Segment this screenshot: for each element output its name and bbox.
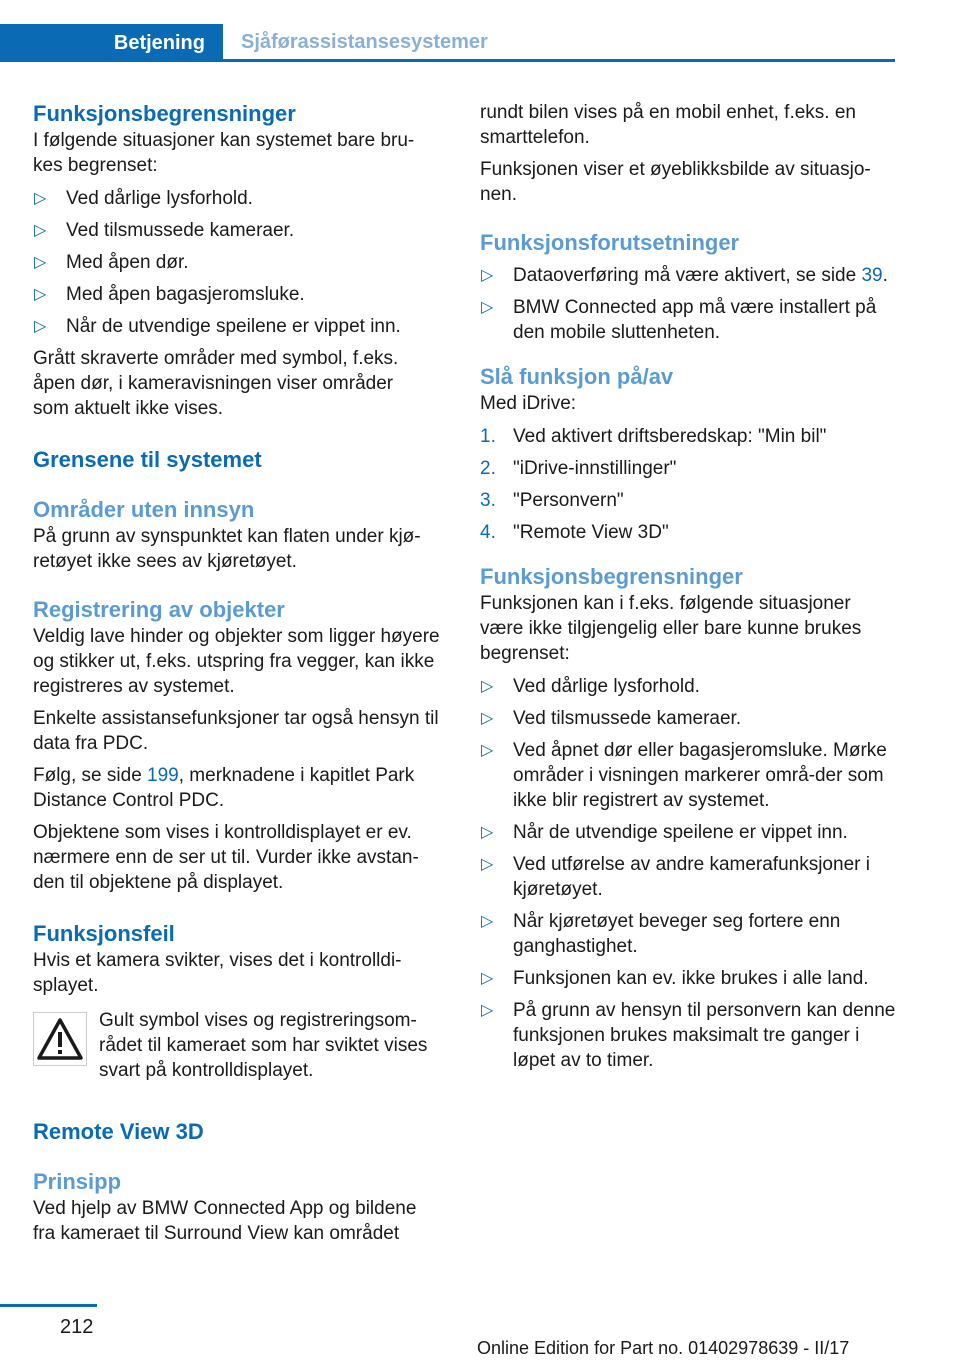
steps-list [480,424,900,545]
paragraph-registrering-2: Enkelte assistansefunksjoner tar også hensyn til data fra PDC. [33,708,439,754]
left-column [33,100,443,1246]
paragraph-limits2-intro: Funksjonen kan i f.eks. følgende situasjoner være ikke tilgjengelig eller bare kunne brukes begrenset: [480,593,862,664]
paragraph-limits-intro: I følgende situasjoner kan systemet bare bru‐kes begrenset: [33,130,415,176]
paragraph-registrering-3: Følg, se side 199, merknadene i kapitlet Park Distance Control PDC. [33,765,415,811]
heading-registrering: Registrering av objekter [33,597,285,622]
tab-sjaforassistansesystemer[interactable]: Sjåførassistansesystemer [241,31,488,53]
triangle-bullet-icon: ▷ [481,913,494,930]
triangle-bullet-icon: ▷ [481,824,494,841]
heading-grensene: Grensene til systemet [33,447,262,472]
paragraph-grey-areas: Grått skraverte områder med symbol, f.eks. åpen dør, i kameravisningen viser områder som aktuelt ikke vises. [33,348,399,419]
triangle-bullet-icon: ▷ [481,970,494,987]
limits-list [33,186,443,339]
list-item: 2. "iDrive-innstillinger" [480,458,677,479]
paragraph-snapshot: Funksjonen viser et øyeblikksbilde av situasjo‐nen. [480,159,871,205]
triangle-bullet-icon: ▷ [34,222,47,239]
list-item: ▷ Funksjonen kan ev. ikke brukes i alle land. [481,968,869,989]
list-item: ▷ Med åpen bagasjeromsluke. [34,284,305,305]
warning-text: Gult symbol vises og registreringsom‐rådet til kameraet som har sviktet vises svart på kontrolldisplayet. [99,1010,428,1081]
paragraph-prinsipp: Ved hjelp av BMW Connected App og bildene fra kameraet til Surround View kan området [33,1198,417,1244]
page-number: 212 [60,1316,94,1338]
triangle-bullet-icon: ▷ [481,678,494,695]
page-header [0,24,895,62]
limits2-list [480,674,900,1073]
heading-funksjonsbegrensninger-2: Funksjonsbegrensninger [480,564,743,589]
list-item: 4. "Remote View 3D" [480,522,669,543]
list-item: ▷ Ved dårlige lysforhold. [34,188,253,209]
right-column [480,100,900,1080]
list-item: ▷ Med åpen dør. [34,252,189,273]
list-item: ▷ Ved tilsmussede kameraer. [481,708,742,729]
paragraph-omrader: På grunn av synspunktet kan flaten under kjø‐retøyet ikke sees av kjøretøyet. [33,526,421,572]
list-item: ▷ BMW Connected app må være installert på den mobile sluttenheten. [481,297,877,343]
triangle-bullet-icon: ▷ [481,267,494,284]
page-link-199[interactable]: 199 [147,765,179,786]
heading-funksjonsforutsetninger: Funksjonsforutsetninger [480,230,740,255]
page-link-39[interactable]: 39 [861,265,883,286]
list-item: ▷ Ved tilsmussede kameraer. [34,220,295,241]
list-item: ▷ Når kjøretøyet beveger seg fortere enn ganghastighet. [481,911,841,957]
list-item: ▷ Når de utvendige speilene er vippet inn. [481,822,848,843]
triangle-bullet-icon: ▷ [34,190,47,207]
footer-rule [0,1304,97,1307]
list-item: 1. Ved aktivert driftsberedskap: "Min bil" [480,426,827,447]
list-item: ▷ Ved utførelse av andre kamerafunksjoner i kjøretøyet. [481,854,870,900]
warning-note [33,1008,443,1083]
triangle-bullet-icon: ▷ [34,318,47,335]
paragraph-funksjonsfeil: Hvis et kamera svikter, vises det i kontrolldi‐splayet. [33,950,402,996]
paragraph-registrering-1: Veldig lave hinder og objekter som ligger høyere og stikker ut, f.eks. utspring fra vegger, kan ikke registreres av systemet. [33,626,440,697]
warning-triangle-icon [33,1012,87,1066]
list-item: ▷ Dataoverføring må være aktivert, se side 39. [481,265,888,286]
heading-funksjonsfeil: Funksjonsfeil [33,921,175,946]
list-item: 3. "Personvern" [480,490,624,511]
triangle-bullet-icon: ▷ [481,856,494,873]
heading-omrader-uten-innsyn: Områder uten innsyn [33,497,255,522]
list-item: ▷ På grunn av hensyn til personvern kan denne funksjonen brukes maksimalt tre ganger i løpet av to timer. [481,1000,896,1071]
heading-remote-view-3d: Remote View 3D [33,1119,204,1144]
list-item: ▷ Når de utvendige speilene er vippet inn. [34,316,401,337]
triangle-bullet-icon: ▷ [481,742,494,759]
list-item: ▷ Ved dårlige lysforhold. [481,676,700,697]
heading-funksjonsbegrensninger: Funksjonsbegrensninger [33,101,296,126]
paragraph-registrering-4: Objektene som vises i kontrolldisplayet er ev. nærmere enn de ser ut til. Vurder ikke avstan‐den til objektene på displayet. [33,822,419,893]
list-item: ▷ Ved åpnet dør eller bagasjeromsluke. Mørke områder i visningen markerer områ‐der som ikke blir registrert av systemet. [481,740,887,811]
heading-prinsipp: Prinsipp [33,1169,122,1194]
prerequisites-list [480,263,900,345]
triangle-bullet-icon: ▷ [481,1002,494,1019]
triangle-bullet-icon: ▷ [34,286,47,303]
triangle-bullet-icon: ▷ [34,254,47,271]
triangle-bullet-icon: ▷ [481,710,494,727]
tab-betjening[interactable]: Betjening [0,24,223,62]
paragraph-prinsipp-cont: rundt bilen vises på en mobil enhet, f.eks. en smarttelefon. [480,102,857,148]
triangle-bullet-icon: ▷ [481,299,494,316]
edition-note: Online Edition for Part no. 01402978639 - II/17 [477,1338,850,1358]
header-rule [0,59,895,62]
paragraph-med-idrive: Med iDrive: [480,393,577,414]
heading-sla-funksjon: Slå funksjon på/av [480,364,674,389]
